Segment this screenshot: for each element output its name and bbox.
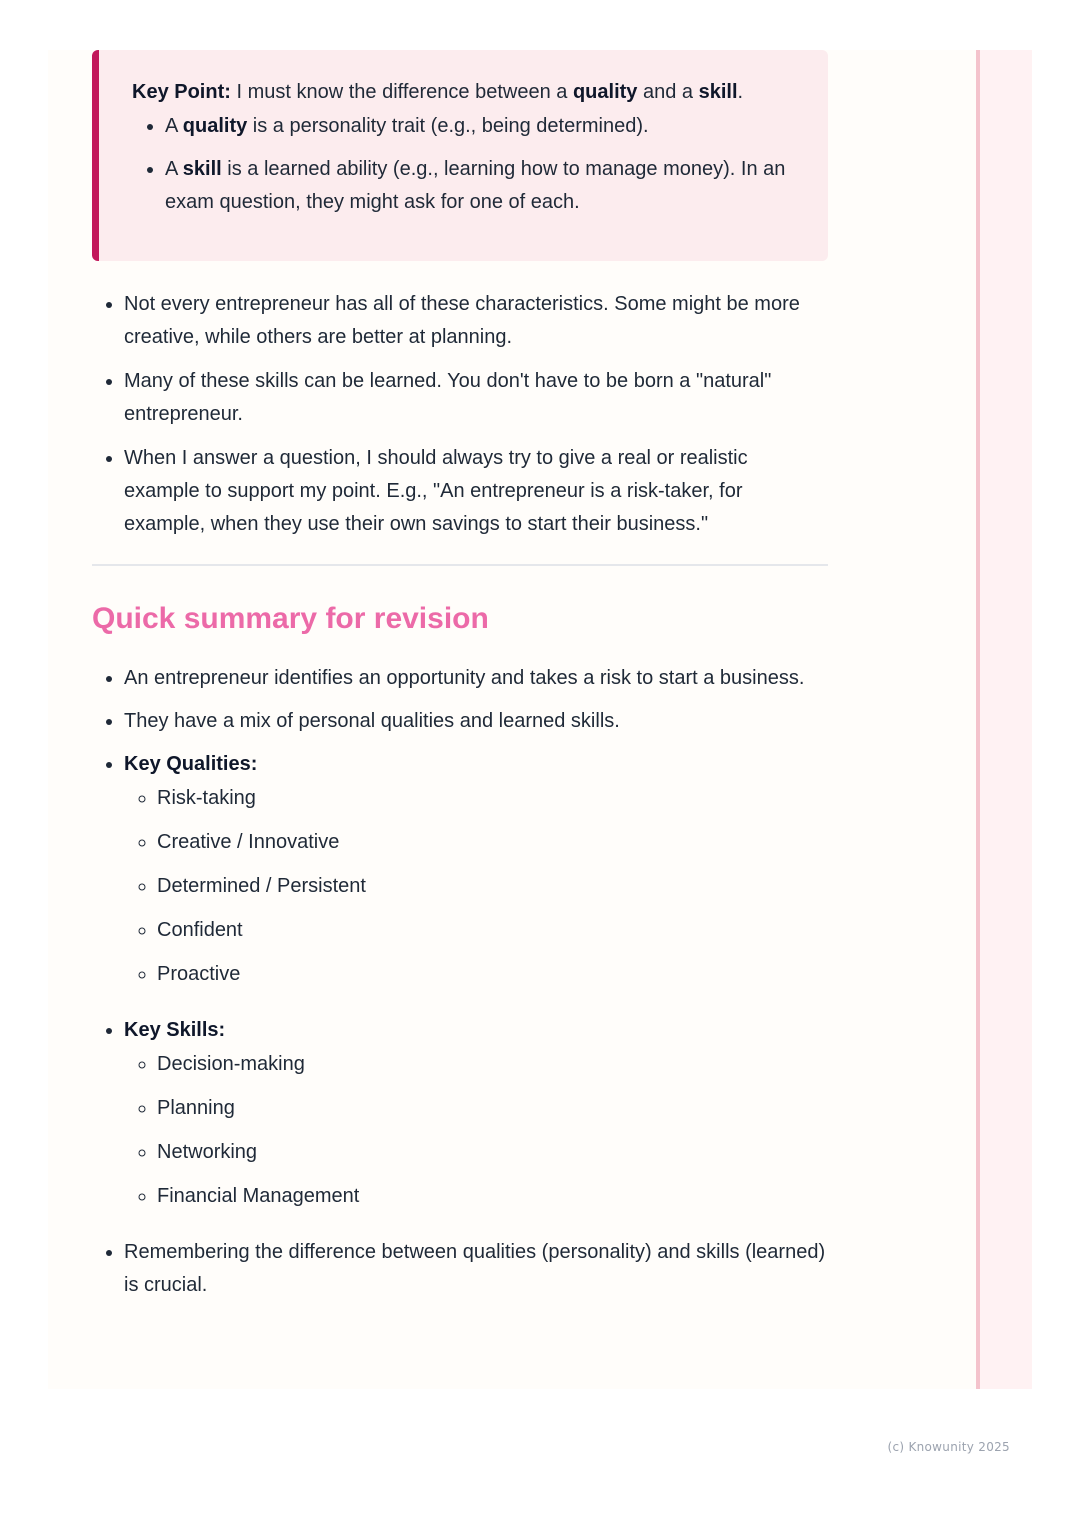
qualities-list [124, 781, 828, 991]
list-item: ◦ Confident [157, 913, 828, 947]
margin-strip [976, 50, 1032, 1389]
list-item: • An entrepreneur identifies an opportunity and takes a risk to start a business. [124, 662, 828, 695]
list-item-qualities [124, 748, 828, 991]
list-item [165, 110, 798, 143]
qualities-label: Key Qualities: [124, 753, 258, 775]
footer-copyright: (c) Knowunity 2025 [887, 1440, 1010, 1454]
list-item: ◦ Proactive [157, 957, 828, 991]
list-item: • Many of these skills can be learned. You don't have to be born a "natural" entrepreneur. [124, 365, 828, 431]
skills-list [124, 1047, 828, 1213]
section-title: Quick summary for revision [92, 602, 489, 635]
notes-list [92, 288, 828, 541]
list-item-skills [124, 1014, 828, 1213]
key-point-text: and a [637, 81, 699, 103]
key-point-label: Key Point: [132, 81, 231, 103]
list-item: • They have a mix of personal qualities and learned skills. [124, 705, 828, 738]
list-item: • Remembering the difference between qualities (personality) and skills (learned) is crucial. [124, 1236, 828, 1302]
list-item: ◦ Financial Management [157, 1179, 828, 1213]
text: A [165, 115, 183, 137]
document-content [92, 50, 828, 1312]
key-point-term-skill: skill [698, 81, 738, 103]
text: is a personality trait (e.g., being determined). [247, 115, 649, 137]
key-point-intro [132, 76, 798, 109]
key-point-callout [92, 50, 828, 261]
key-point-text: . [737, 81, 744, 103]
list-item: ◦ Risk-taking [157, 781, 828, 815]
list-item: • Not every entrepreneur has all of these characteristics. Some might be more creative, while others are better at planning. [124, 288, 828, 354]
term: skill [182, 158, 222, 180]
text: is a learned ability (e.g., learning how to manage money). In an exam question, they might ask for one of each. [165, 158, 786, 213]
term: quality [182, 115, 248, 137]
key-point-list [132, 110, 798, 219]
summary-list [92, 662, 828, 1302]
key-point-text: I must know the difference between a [230, 81, 573, 103]
list-item: ◦ Networking [157, 1135, 828, 1169]
margin-line [976, 50, 980, 1389]
skills-label: Key Skills: [124, 1019, 226, 1041]
key-point-term-quality: quality [572, 81, 638, 103]
list-item: ◦ Decision-making [157, 1047, 828, 1081]
list-item: ◦ Planning [157, 1091, 828, 1125]
list-item: ◦ Creative / Innovative [157, 825, 828, 859]
section-divider [92, 564, 828, 566]
text: A [165, 158, 183, 180]
list-item: • When I answer a question, I should always try to give a real or realistic example to support my point. E.g., "An entrepreneur is a risk-taker, for example, when they use their own savings to start their business." [124, 442, 828, 541]
list-item [165, 153, 798, 219]
list-item: ◦ Determined / Persistent [157, 869, 828, 903]
